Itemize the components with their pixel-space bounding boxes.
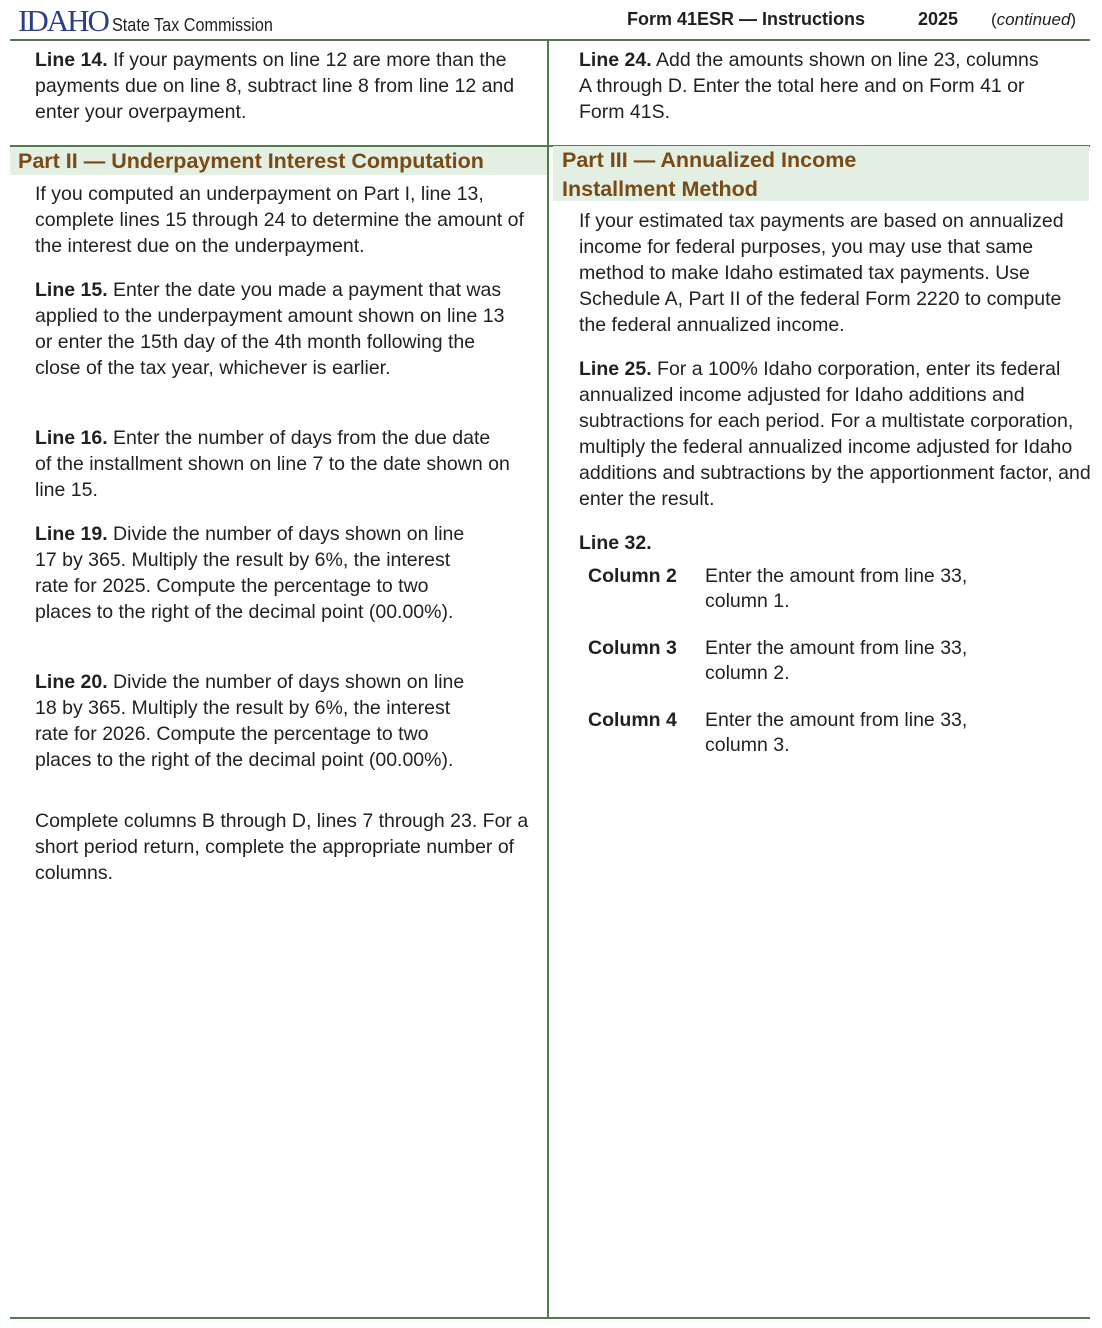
line-16-text: Enter the number of days from the due date of the installment shown on line 7 to the date shown on line 15.: [35, 427, 510, 501]
line-16-paragraph: [35, 425, 510, 503]
column-4-label: Column 4: [588, 709, 677, 731]
continued-text: continued: [996, 10, 1071, 29]
part-2-heading: Part II — Underpayment Interest Computation: [10, 147, 547, 175]
column-4-text: [705, 708, 967, 758]
line-19-label: Line 19.: [35, 523, 108, 545]
line-24-label: Line 24.: [579, 49, 652, 71]
form-year: 2025: [918, 9, 959, 29]
logo-mark: IDAHO: [18, 3, 108, 38]
header-rule: [10, 39, 1090, 41]
line-16-label: Line 16.: [35, 427, 108, 449]
part-3-intro: If your estimated tax payments are based on annualized income for federal purposes, you may use that same method to make Idaho estimated tax payments. Use Schedule A, Part II of the federal Form 2220 to compute the federal annualized income.: [579, 210, 1064, 336]
column-2-text-line-1: Enter the amount from line 33,: [705, 565, 968, 587]
line-14-paragraph: [35, 47, 535, 125]
line-25-text: For a 100% Idaho corporation, enter its federal annualized income adjusted for Idaho additions and subtractions for each period. For a multistate corporation, multiply the federal annualized income adjusted for Idaho additions and subtractions by the apportionment factor, and enter the result.: [579, 358, 1091, 510]
continued-label: (continued): [991, 10, 1077, 29]
part-3-heading-line-2: Installment Method: [562, 177, 758, 201]
column-2-text-line-2: column 1.: [705, 590, 790, 612]
line-15-label: Line 15.: [35, 279, 108, 301]
column-divider: [547, 40, 549, 1318]
line-14-text: If your payments on line 12 are more than the payments due on line 8, subtract line 8 from line 12 and enter your overpayment.: [35, 49, 515, 123]
line-19-text: Divide the number of days shown on line 17 by 365. Multiply the result by 6%, the interest rate for 2025. Compute the percentage to two places to the right of the decimal point (00.00%).: [35, 523, 465, 623]
part-3-heading-line-1: Part III — Annualized Income: [562, 148, 857, 172]
column-2-label: Column 2: [588, 565, 677, 587]
column-4-text-line-2: column 3.: [705, 734, 790, 756]
complete-columns-paragraph: Complete columns B through D, lines 7 through 23. For a short period return, complete the appropriate number of columns.: [35, 810, 529, 884]
column-2-text: [705, 564, 967, 614]
line-20-text: Divide the number of days shown on line 18 by 365. Multiply the result by 6%, the interest rate for 2026. Compute the percentage to two places to the right of the decimal point (00.00%).: [35, 671, 465, 771]
line-25-label: Line 25.: [579, 358, 652, 380]
line-20-paragraph: [35, 669, 485, 773]
idaho-logo: [18, 2, 291, 36]
line-25-paragraph: [579, 356, 1094, 512]
line-24-text: Add the amounts shown on line 23, columns A through D. Enter the total here and on Form 41 or Form 41S.: [579, 49, 1039, 123]
column-3-label: Column 3: [588, 637, 677, 659]
line-14-label: Line 14.: [35, 49, 108, 71]
form-title: Form 41ESR — Instructions: [627, 9, 866, 29]
part-2-intro: If you computed an underpayment on Part I, line 13, complete lines 15 through 24 to determine the amount of the interest due on the underpayment.: [35, 183, 524, 257]
line-15-paragraph: [35, 277, 510, 381]
column-4-text-line-1: Enter the amount from line 33,: [705, 709, 968, 731]
column-3-text-line-2: column 2.: [705, 662, 790, 684]
line-32-label: Line 32.: [579, 532, 652, 554]
page-header: [0, 0, 1102, 40]
line-24-paragraph: [579, 47, 1049, 125]
line-20-label: Line 20.: [35, 671, 108, 693]
line-15-text: Enter the date you made a payment that was applied to the underpayment amount shown on line 13 or enter the 15th day of the 4th month following the close of the tax year, whichever is earlier.: [35, 279, 505, 379]
line-19-paragraph: [35, 521, 485, 625]
footer-rule: [10, 1317, 1090, 1319]
column-3-text-line-1: Enter the amount from line 33,: [705, 637, 968, 659]
logo-text: State Tax Commission: [111, 15, 273, 35]
column-3-text: [705, 636, 967, 686]
part-3-heading: [553, 146, 1089, 201]
